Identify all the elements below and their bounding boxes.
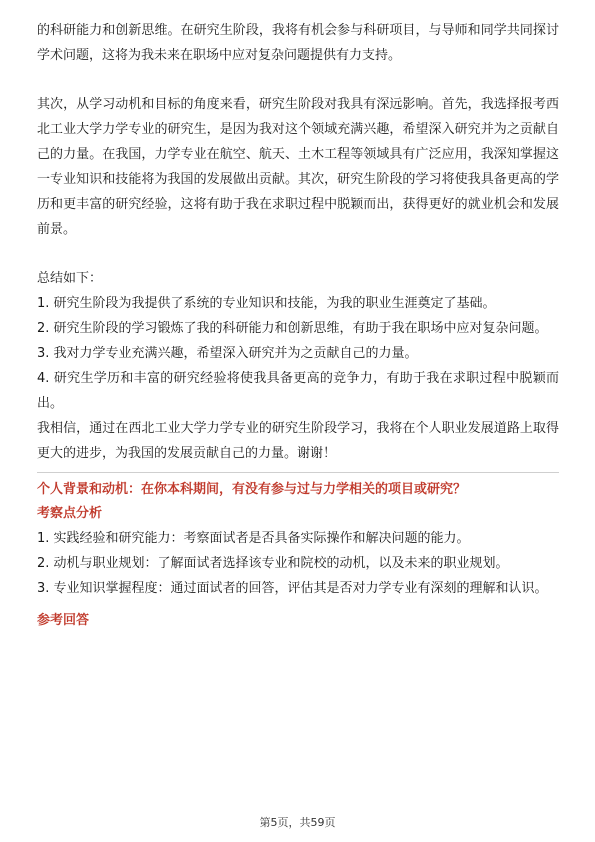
interview-question: 个人背景和动机：在你本科期间，有没有参与过与力学相关的项目或研究？ xyxy=(37,482,467,497)
summary-item-3: 3. 我对力学专业充满兴趣，希望深入研究并为之贡献自己的力量。 xyxy=(37,346,418,361)
closing-paragraph: 我相信，通过在西北工业大学力学专业的研究生阶段学习，我将在个人职业发展道路上取得更大的进步，为我国的发展贡献自己的力量。谢谢！ xyxy=(37,421,559,461)
page-number-footer: 第5页，共59页 xyxy=(259,816,336,829)
analysis-item-3: 3. 专业知识掌握程度：通过面试者的回答，评估其是否对力学专业有深刻的理解和认识。 xyxy=(37,581,548,596)
analysis-heading: 考察点分析 xyxy=(37,506,103,521)
analysis-item-2: 2. 动机与职业规划：了解面试者选择该专业和院校的动机，以及未来的职业规划。 xyxy=(37,556,509,571)
analysis-item-1: 1. 实践经验和研究能力：考察面试者是否具备实际操作和解决问题的能力。 xyxy=(37,531,470,546)
paragraph-continued: 的科研能力和创新思维。在研究生阶段，我将有机会参与科研项目，与导师和同学共同探讨学术问题，这将为我未来在职场中应对复杂问题提供有力支持。 xyxy=(37,23,559,63)
paragraph-motivation: 其次，从学习动机和目标的角度来看，研究生阶段对我具有深远影响。首先，我选择报考西北工业大学力学专业的研究生，是因为我对这个领域充满兴趣，希望深入研究并为之贡献自己的力量。在我国，力学专业在航空、航天、土木工程等领域具有广泛应用，我深知掌握这一专业知识和技能将为我国的发展做出贡献。其次，研究生阶段的学习将使我具备更高的学历和更丰富的研究经验，这将有助于我在求职过程中脱颖而出，获得更好的就业机会和发展前景。 xyxy=(37,97,559,237)
summary-item-2: 2. 研究生阶段的学习锻炼了我的科研能力和创新思维，有助于我在职场中应对复杂问题。 xyxy=(37,321,548,336)
section-divider xyxy=(37,472,559,473)
summary-item-1: 1. 研究生阶段为我提供了系统的专业知识和技能，为我的职业生涯奠定了基础。 xyxy=(37,296,496,311)
summary-item-4: 4. 研究生学历和丰富的研究经验将使我具备更高的竞争力，有助于我在求职过程中脱颖而出。 xyxy=(37,371,559,411)
summary-title: 总结如下： xyxy=(37,271,103,286)
answer-heading: 参考回答 xyxy=(37,613,90,628)
page-content xyxy=(37,18,559,633)
